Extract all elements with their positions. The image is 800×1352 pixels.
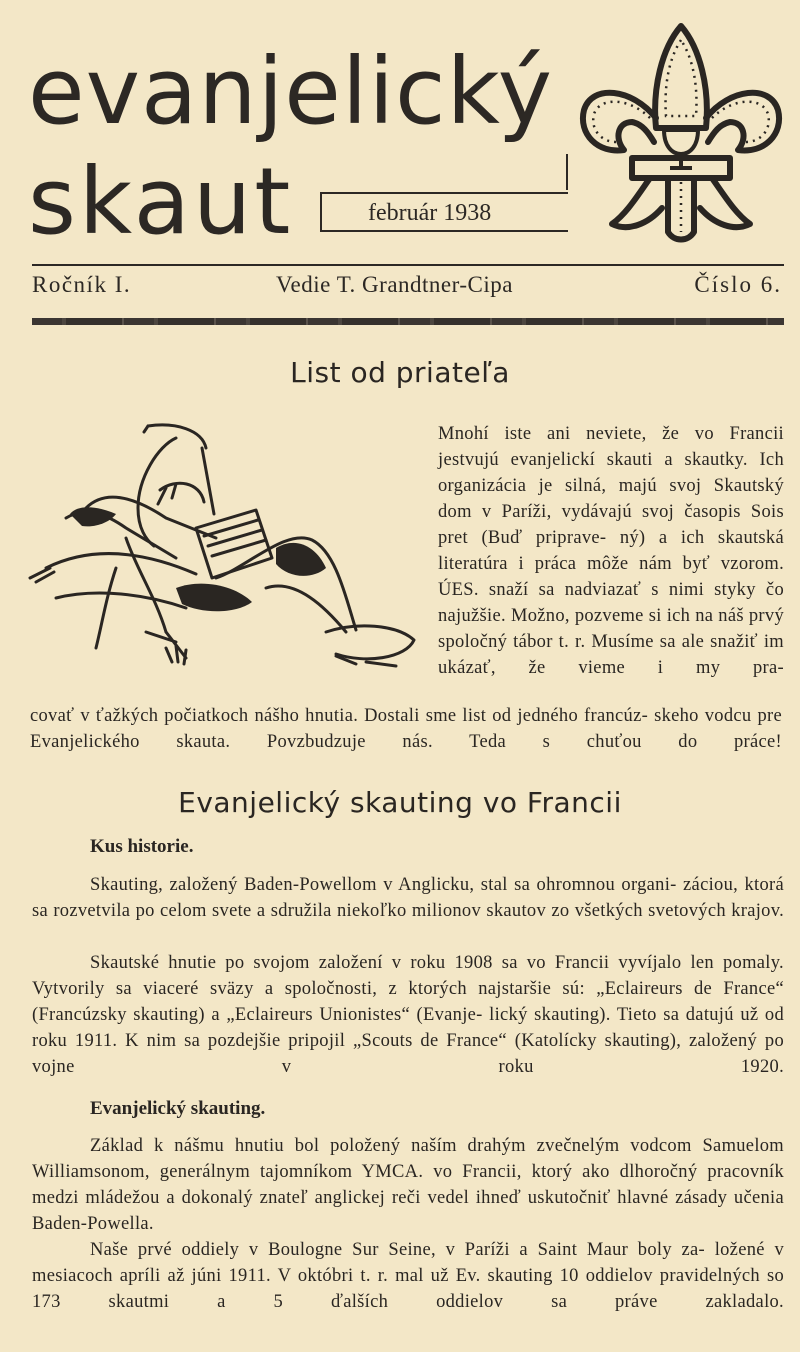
editor-label: Vedie T. Grandtner-Cipa [276, 272, 513, 297]
masthead-title-line1: evanjelický [28, 38, 554, 145]
masthead-info-row [32, 264, 784, 298]
article-title: List od priateľa [290, 356, 510, 389]
evangelical-paragraph-1: Základ k nášmu hnutiu bol položený naším drahým zvečnelým vodcom Samuelom Williamsonom, generálnym tajomníkom YMCA. vo Francii, ktorý ako dlhoročný pracovník medzi mládežou a dokonalý znateľ anglickej reči vedel ihneď uskutočniť hlavné zásady učenia Baden-Powella. [32, 1136, 784, 1234]
section-heading-evangelical-scouting: Evanjelický skauting. [90, 1098, 266, 1119]
history-paragraph-1: Skauting, založený Baden-Powellom v Anglicku, stal sa ohromnou organi- záciou, ktorá sa rozvetvila po celom svete a sdružila niekoľko milionov skautov zo všetkých svetových krajov. [32, 875, 784, 921]
date-box [320, 192, 568, 232]
issue-number: Číslo 6. [694, 272, 782, 297]
fleur-de-lis-chalice-icon [572, 18, 790, 248]
section-heading-history: Kus historie. [90, 836, 194, 857]
volume-label: Ročník I. [32, 272, 132, 297]
evangelical-paragraph-2: Naše prvé oddiely v Boulogne Sur Seine, v Paríži a Saint Maur boly za- ložené v mesiacoch apríli až júni 1911. V októbri t. r. mal už Ev. skauting 10 oddielov pravidelných so 173 skautmi a 5 ďalších oddielov sa práve zakladalo. [32, 1240, 784, 1312]
reading-scout-illustration-icon [26, 418, 426, 694]
article1-paragraph-full: covať v ťažkých počiatkoch nášho hnutia. Dostali sme list od jedného francúz- skeho vodcu pre Evanjelického skauta. Povzbudzuje nás. Teda s chuťou do práce! [30, 706, 782, 752]
masthead-divider [32, 318, 784, 325]
masthead-title-line2: skaut [28, 148, 294, 255]
date-box-tick [566, 154, 568, 190]
article1-paragraph-right: Mnohí iste ani neviete, že vo Francii jestvujú evanjelickí skauti a skautky. Ich organizácia je silná, majú svoj Skautský dom v Paríži, vydávajú svoj časopis Sois pret (Buď priprave- ný) a ich skautská literatúra i práca môže nám byť vzorom. ÚES. snaží sa nadviazať s nimi styky čo najužšie. Možno, pozveme si ich na náš prvý spoločný tábor t. r. Musíme sa ale snažiť im ukázať, že vieme i my pra- [438, 424, 784, 678]
issue-date: február 1938 [368, 200, 492, 226]
history-paragraph-2: Skautské hnutie po svojom založení v roku 1908 sa vo Francii vyvíjalo len pomaly. Vytvorily sa viaceré sväzy a spoločnosti, z ktorých najstaršie sú: „Eclaireurs de France“ (Francúzsky skauting) a „Eclaireurs Unionistes“ (Evanje- lický skauting). Tieto sa datujú už od roku 1911. K nim sa pozdejšie pripojil „Scouts de France“ (Katolícky skauting), založený po vojne v roku 1920. [32, 953, 784, 1077]
article2-title: Evanjelický skauting vo Francii [178, 786, 622, 819]
